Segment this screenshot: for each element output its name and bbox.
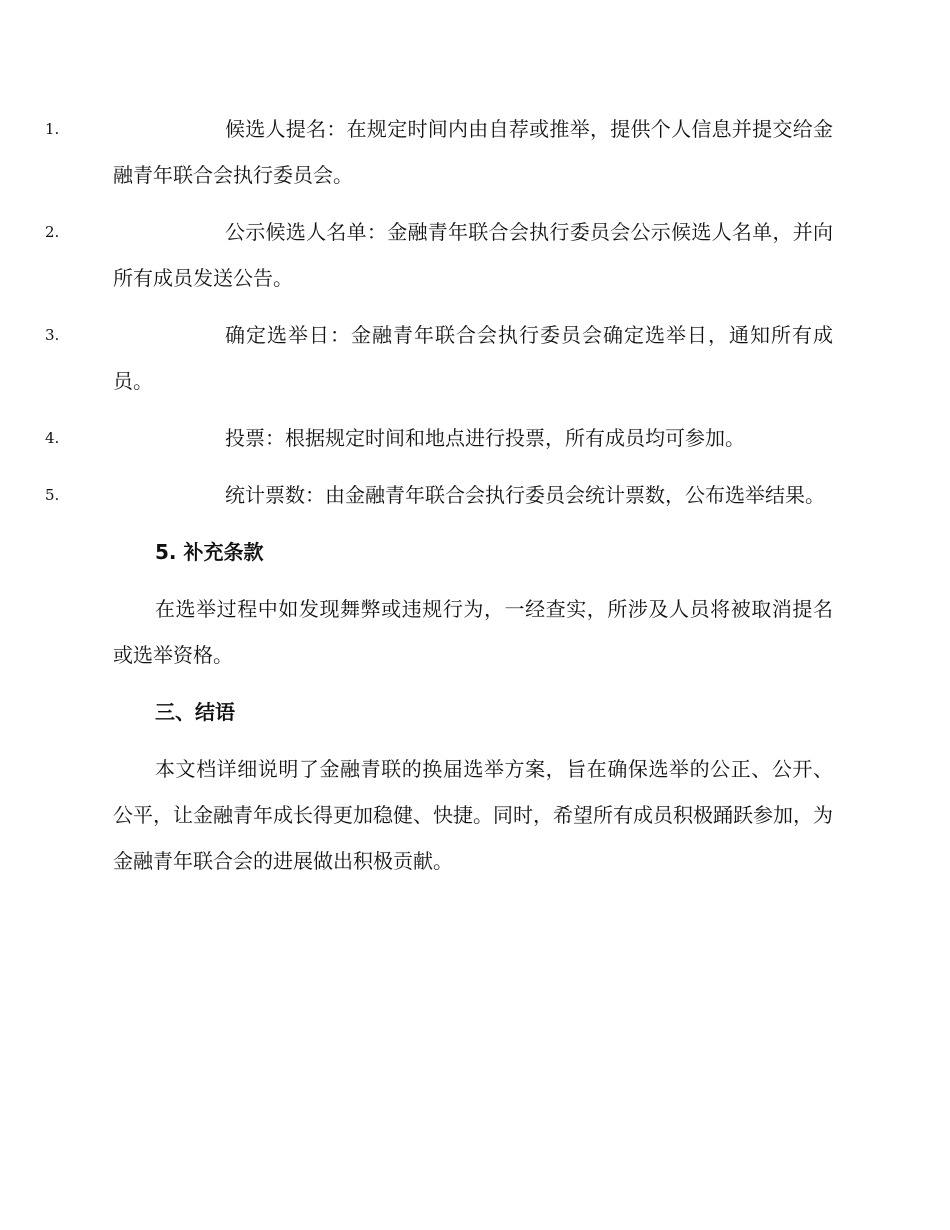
list-item-number: 1. bbox=[45, 120, 60, 138]
list-item-number: 3. bbox=[45, 326, 60, 344]
section-paragraph-supplement: 在选举过程中如发现舞弊或违规行为，一经查实，所涉及人员将被取消提名或选举资格。 bbox=[113, 597, 833, 667]
section-heading-supplement: 5. 补充条款 bbox=[155, 540, 264, 564]
list-item-text: 投票：根据规定时间和地点进行投票，所有成员均可参加。 bbox=[225, 426, 745, 450]
section-heading-conclusion: 三、结语 bbox=[155, 700, 235, 724]
list-item bbox=[45, 312, 833, 404]
list-item-text: 统计票数：由金融青年联合会执行委员会统计票数，公布选举结果。 bbox=[225, 483, 825, 507]
list-item-number: 5. bbox=[45, 486, 60, 504]
document-page bbox=[45, 106, 833, 895]
list-item-text: 候选人提名：在规定时间内由自荐或推举，提供个人信息并提交给金融青年联合会执行委员会。 bbox=[113, 117, 833, 187]
list-item-text: 公示候选人名单：金融青年联合会执行委员会公示候选人名单，并向所有成员发送公告。 bbox=[113, 220, 833, 290]
list-item bbox=[45, 472, 833, 518]
list-item bbox=[45, 415, 833, 461]
list-item-number: 4. bbox=[45, 429, 60, 447]
list-item-number: 2. bbox=[45, 223, 60, 241]
section-paragraph-conclusion: 本文档详细说明了金融青联的换届选举方案，旨在确保选举的公正、公开、公平，让金融青年成长得更加稳健、快捷。同时，希望所有成员积极踊跃参加，为金融青年联合会的进展做出积极贡献。 bbox=[113, 757, 833, 873]
list-item bbox=[45, 209, 833, 301]
list-item-text: 确定选举日：金融青年联合会执行委员会确定选举日，通知所有成员。 bbox=[113, 323, 833, 393]
list-item bbox=[45, 106, 833, 198]
